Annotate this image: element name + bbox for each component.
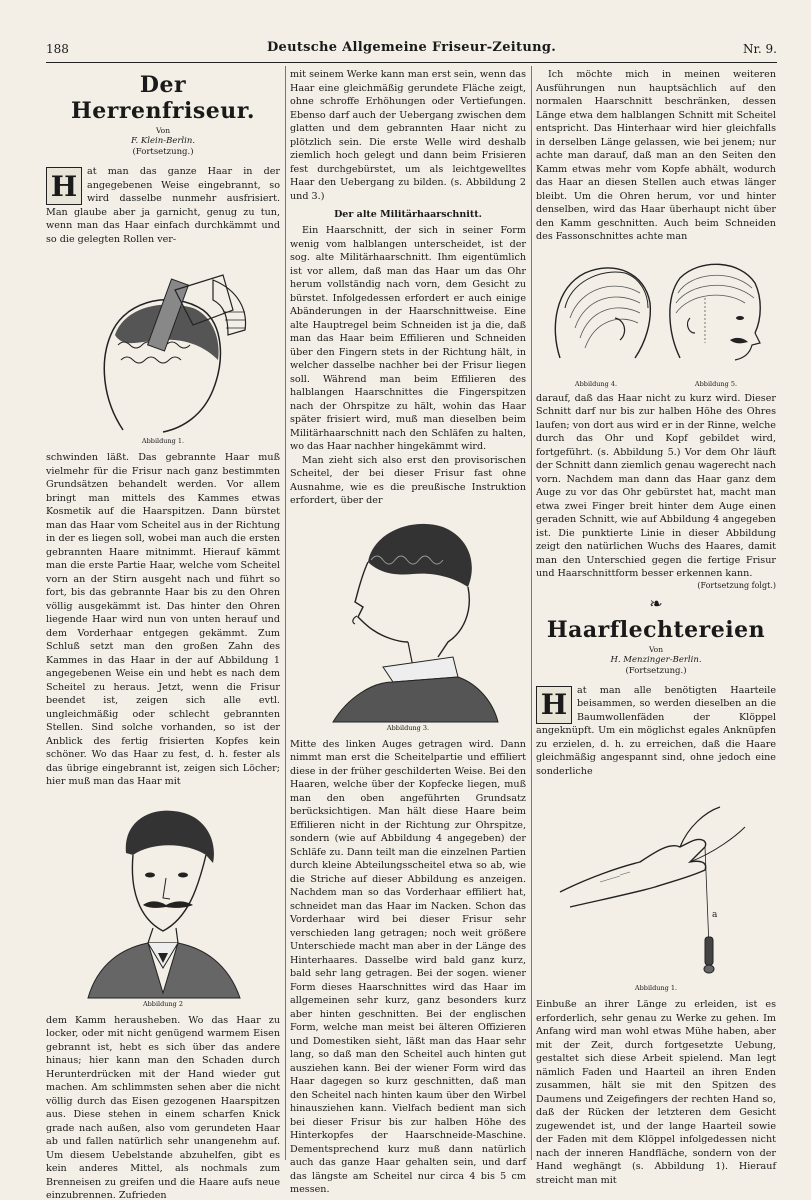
paragraph: Einbuße an ihrer Länge zu erleiden, ist es erforderlich, sehr genau zu Werke zu gehen. Im Anfang wird man wohl etwas Mühe haben, aber mit der Zeit, durch fortgesetzte Uebung, gestaltet sich diese Arbeit spielend. Man legt nämlich Faden und Haarteil an ihren Enden zusammen, hält sie mit den Spitzen des Daumens und Zeigefingers der rechten Hand so, daß der Rücken der letzteren dem Gesicht zugewendet ist, und der lange Haarteil sowie der Faden mit dem Klöppel infolgedessen nicht nach der inneren Handfläche, sondern von der Hand weghängt (s. Abbildung 1). Hierauf streicht man mit [536,999,776,1186]
paragraph: Mitte des linken Auges getragen wird. Dann nimmt man erst die Scheitelpartie und effiliert diese in der früher geschilderten Weise. Bei den Haaren, welche über der Kopfecke liegen, muß man den oben angeführten Grundsatz berücksichtigen. Man hält diese Haare beim Effilieren nicht in der Richtung zur Ohrspitze, sondern (wie auf Abbildung 4 angegeben) der Schläfe zu. Dann teilt man die einzelnen Partien durch kleine Abteilungsscheitel etwa so ab, wie die Striche auf dieser Abbildung es anzeigen. Nachdem man so das Vorderhaar effiliert hat, schneidet man das Haar im Nacken. Schon das Vorderhaar wird bei dieser Frisur sehr verschieden lang getragen; noch weit größere Unterschiede macht man aber in der Länge des Hinterhaares. Dasselbe wird bald ganz kurz, bald sehr lang getragen. Bei der sogen. wiener Form dieses Haarschnittes wird das Haar im allgemeinen sehr kurz, ganz besonders kurz aber hinten geschnitten. Bei der englischen Form, welche man meist bei älteren Offizieren und Domestiken sieht, läßt man das Haar sehr lang, so daß man den Scheitel auch hinten gut ausziehen kann. Bei der wiener Form wird das Haar dagegen so kurz geschnitten, daß man den Scheitel nach hinten kaum über den Wirbel hinausziehen kann. Vielfach bedient man sich bei dieser Frisur bis zur halben Höhe des Hinterkopfes der Haarschneide-Maschine. Dementsprechend kurz muß dann natürlich auch das ganze Haar gehalten sein, und darf das längste am Scheitel nur circa 4 bis 5 cm messen. [290,738,526,1195]
figure-caption: Abbildung 4. [574,379,618,388]
continuation-note: (Fortsetzung.) [132,147,194,157]
publication-title: Deutsche Allgemeine Friseur-Zeitung. [266,40,557,55]
paragraph: Ein Haarschnitt, der sich in seiner Form wenig vom halblangen unterscheidet, ist der sog. alte Militärhaarschnitt. Ihm eigentümlich ist vor allem, daß man das Haar um das Ohr herum vollständig nach vorn, dem Gesicht zu bürstet. Infolgedessen erfordert er auch einige Abänderungen in der Haarschnittweise. Eine alte Hauptregel beim Schneiden ist ja die, daß man das Haar beim Effilieren und Schneiden über den Fingern stets in der Richtung hält, in welcher dasselbe nachher bei der Frisur liegen soll. Während man beim Effilieren des halblangen Haarschnittes die Fingerspitzen nach der Ohrspitze zu hält, wohin das Haar später frisiert wird, muß man dieselben beim Militärhaarschnitt nach den Schläfen zu halten, wo das Haar nachher hingekämmt wird. [290,225,526,452]
figure-caption: Abbildung 5. [694,379,738,388]
figure-portrait-profile [290,512,526,722]
hand-bobbin-icon [540,782,772,982]
figure-portrait-front [46,793,280,998]
continuation-note: (Fortsetzung folgt.) [697,580,776,590]
ornament-icon: ❧ [649,593,663,613]
paragraph: Ich möchte mich in meinen weiteren Ausführungen nun hauptsächlich auf den normalen Haarschnitt beschränken, dessen Länge etwa dem halblangen Schnitt mit Scheitel entspricht. Das Hinterhaar wird hier gleichfalls in derselben Länge gelassen, wie bei jenem; nur achte man darauf, daß man an den Seiten den Kamm etwas mehr vom Kopfe abhält, wodurch das Haar an diesen Stellen auch etwas länger bleibt. Um die Ohren herum, vor und hinter denselben, wird das Haar überhaupt nicht über den Kamm geschnitten. Auch beim Schneiden des Fassonschnittes achte man [536,69,776,242]
column-1 [46,68,280,1201]
figure-caption: Abbildung 1. [141,437,185,445]
article-title: Haarflechtereien [546,616,766,643]
column-3 [536,68,776,1186]
byline-author: H. Menzinger-Berlin. [610,654,702,665]
continuation-note: (Fortsetzung.) [625,665,687,676]
figure-haircut-heads [536,248,776,378]
figure-caption: Abbildung 1. [634,984,678,992]
drop-cap: H [536,686,572,724]
figure-caption: Abbildung 3. [386,723,430,732]
drop-cap: H [46,167,82,205]
paragraph: dem Kamm herausheben. Wo das Haar zu locker, oder mit nicht genügend warmem Eisen gebrannt ist, hebt es sich über das andere hinaus; hier kann man den Schaden durch Herunterdrücken mit der Hand wieder gut machen. Am schlimmsten sehen aber die nicht völlig durch das Eisen gezogenen Haarspitzen aus. Diese stehen in einem scharfen Knick grade nach außen, also vom gerundeten Haar ab und fallen natürlich sehr unangenehm auf. Um diesem Uebelstande abzuhelfen, gibt es kein anderes Mittel, als nochmals zum Brenneisen zu greifen und die Haare aufs neue einzubrennen. Zufrieden [46,1014,280,1201]
profile-head-icon [313,512,503,722]
column-divider [285,66,286,1160]
page-header [46,40,777,60]
paragraph: at man das ganze Haar in der angegebenen Weise eingebrannt, so wird dasselbe nunmehr ausfrisiert. Man glaube aber ja garnicht, genug zu tun, wenn man das Haar einfach durchkämmt und so die gelegten Rollen ver- [46,166,280,245]
paragraph: at man alle benötigten Haarteile beisammen, so werden dieselben an die Baumwollenfäden der Klöppel angeknüpft. Um ein möglichst egales Anknüpfen zu erzielen, d. h. zu erreichen, daß die Haare gleichmäßig angespannt sind, ohne jedoch eine sonderliche [536,684,776,777]
byline-von: Von [648,644,664,654]
two-heads-icon [540,248,772,378]
header-rule [46,62,777,63]
byline-author: F. Klein-Berlin. [130,136,196,146]
byline-von: Von [155,126,171,135]
paragraph: Man zieht sich also erst den provisorischen Scheitel, der bei dieser Frisur fast ohne Ausnahme, wie es die preußische Instruktion erfordert, über der [290,454,526,506]
figure-hand-bobbin [536,782,776,982]
figure-label-a: a [712,910,718,920]
issue-number: Nr. 9. [743,42,777,56]
column-2 [290,68,526,1195]
figure-caption: Abbildung 2 [142,999,184,1008]
column-divider [531,66,532,1160]
figure-captions-row [536,380,776,388]
paragraph: mit seinem Werke kann man erst sein, wenn das Haar eine gleichmäßig gerundete Fläche zeigt, ohne schroffe Erhöhungen oder Vertiefungen. Ebenso darf auch der Uebergang zwischen dem glatten und dem gebrannten Haar nicht zu plötzlich sein. Die erste Welle wird deshalb ziemlich hoch gelegt und dann beim Frisieren fest durchgebürstet, um als leichtgewelltes Haar den Uebergang zu bilden. (s. Abbildung 2 und 3.) [290,69,526,202]
article-title: Der Herrenfriseur. [71,72,255,124]
section-heading: Der alte Militärhaarschnitt. [334,209,482,220]
paragraph: darauf, daß das Haar nicht zu kurz wird. Dieser Schnitt darf nur bis zur halben Höhe des Ohres laufen; von dort aus wird er in der Rinne, welche durch das Ohr und Kopf gebildet wird, fortgeführt. (s. Abbildung 5.) Vor dem Ohr läuft der Schnitt dann ziemlich genau wagerecht nach vorn. Nachdem man dann das Haar ganz dem Auge zu vor das Ohr gebürstet hat, macht man etwa zwei Finger breit hinter dem Auge einen geraden Schnitt, wie auf Abbildung 4 angegeben ist. Die punktierte Linie in dieser Abbildung zeigt den natürlichen Wuchs des Haares, damit man den Unterschied gegen die fertige Frisur und Haarschnittform besser erkennen kann. [536,392,776,579]
figure-comb-illustration [46,250,280,435]
gentleman-portrait-icon [78,793,248,998]
paragraph: schwinden läßt. Das gebrannte Haar muß vielmehr für die Frisur nach ganz bestimmten Grundsätzen behandelt werden. Vor allem bringt man mittels des Kammes etwas Kosmetik auf die Haarspitzen. Dann bürstet man das Haar vom Scheitel aus in der Richtung in der es liegen soll, wobei man auch die ersten gebrannten Haare mitnimmt. Hierauf kämmt man die erste Partie Haar, welche vom Scheitel vorn an der Stirn ausgeht nach und führt so fort, bis das gebrannte Haar bis zu den Ohren völlig ausgekämmt ist. Das hinter den Ohren liegende Haar wird nun von unten herauf und dem Vorderhaar entgegen gekämmt. Zum Schluß setzt man den großen Zahn des Kammes in das Haar in der auf Abbildung 1 angegebenen Weise ein und hebt es nach dem Scheitel zu heraus. Jetzt, wenn die Frisur beendet ist, zeigen sich alle evtl. ungleichmäßig oder schlecht gebrannten Stellen. Sind solche vorhanden, so ist der Anblick des fertig frisierten Kopfes kein schöner. Wo das Haar zu fest, d. h. fester als das übrige eingebrannt ist, zeigen sich Löcher; hier muß man das Haar mit [46,452,280,787]
page-number: 188 [46,42,69,56]
comb-head-icon [63,250,263,435]
